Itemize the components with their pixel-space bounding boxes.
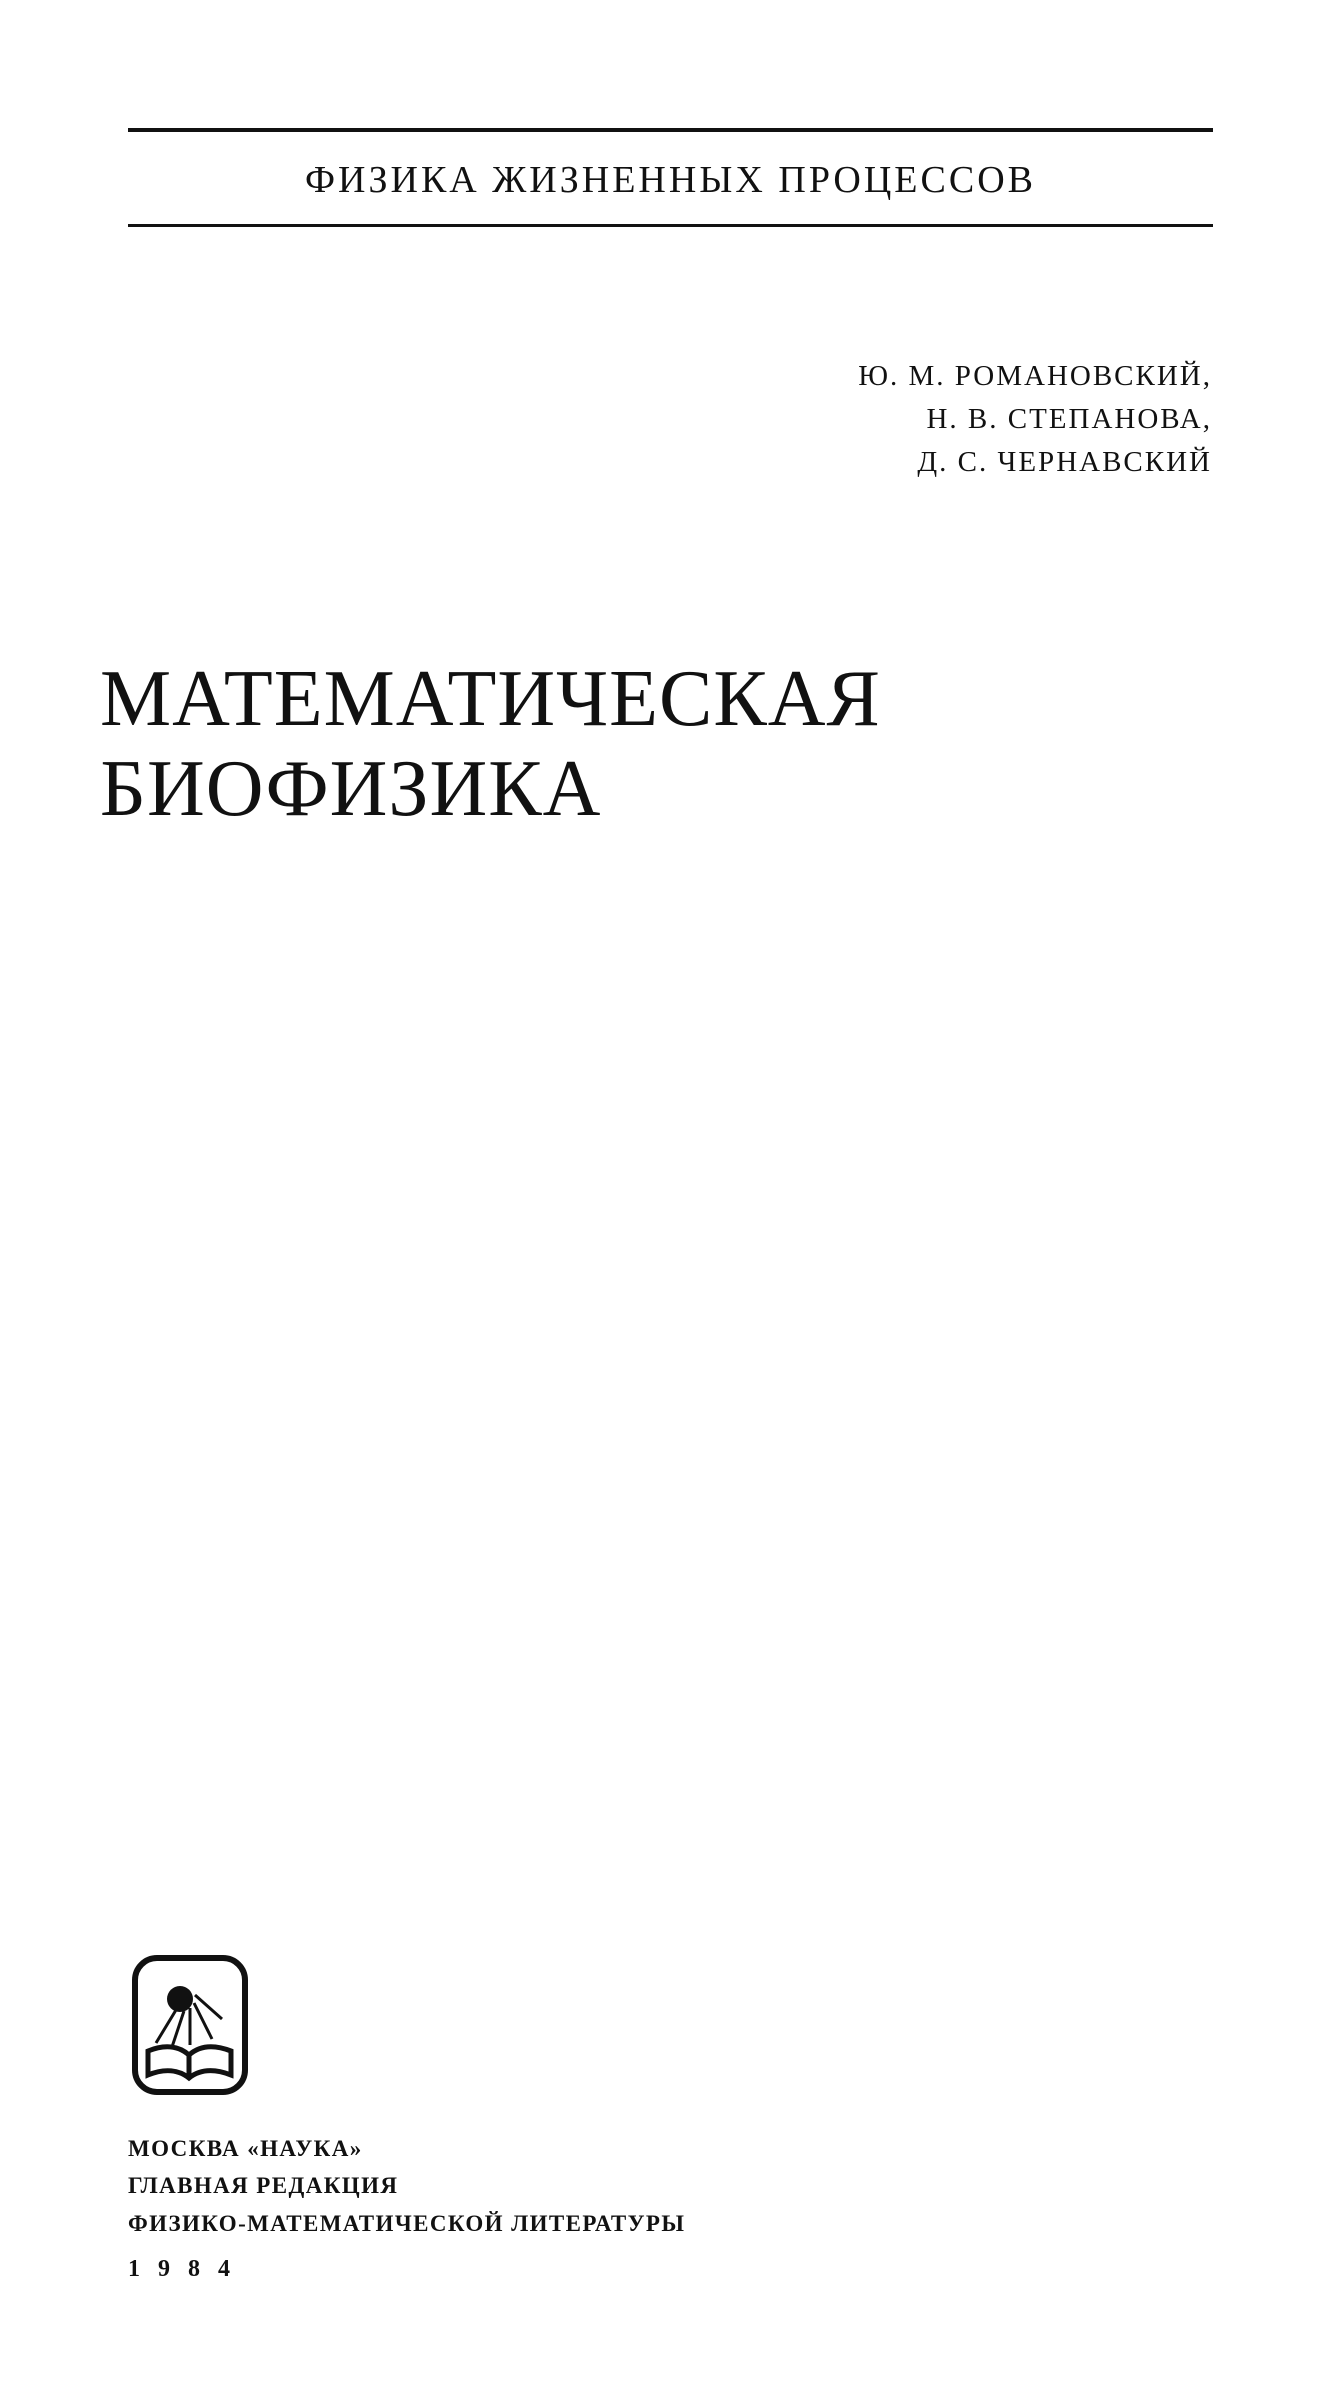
author-3: Д. С. ЧЕРНАВСКИЙ — [917, 445, 1212, 478]
title-line-2: БИОФИЗИКА — [100, 744, 602, 833]
page-title — [100, 655, 1200, 834]
author-list — [858, 355, 1212, 484]
bottom-rule — [128, 224, 1213, 227]
author-2: Н. В. СТЕПАНОВА, — [926, 402, 1212, 435]
publisher-name: МОСКВА «НАУКА» — [128, 2136, 363, 2161]
series-header — [128, 128, 1213, 227]
title-line-1: МАТЕМАТИЧЕСКАЯ — [100, 655, 881, 743]
series-title: ФИЗИКА ЖИЗНЕННЫХ ПРОЦЕССОВ — [305, 159, 1036, 201]
publication-year: 1 9 8 4 — [128, 2255, 236, 2282]
nauka-publisher-logo-icon — [132, 1955, 248, 2095]
author-1: Ю. М. РОМАНОВСКИЙ, — [858, 360, 1212, 392]
editorial-line-2: ФИЗИКО-МАТЕМАТИЧЕСКОЙ ЛИТЕРАТУРЫ — [128, 2210, 686, 2236]
editorial-line-1: ГЛАВНАЯ РЕДАКЦИЯ — [128, 2173, 399, 2199]
imprint-block — [128, 2130, 685, 2289]
